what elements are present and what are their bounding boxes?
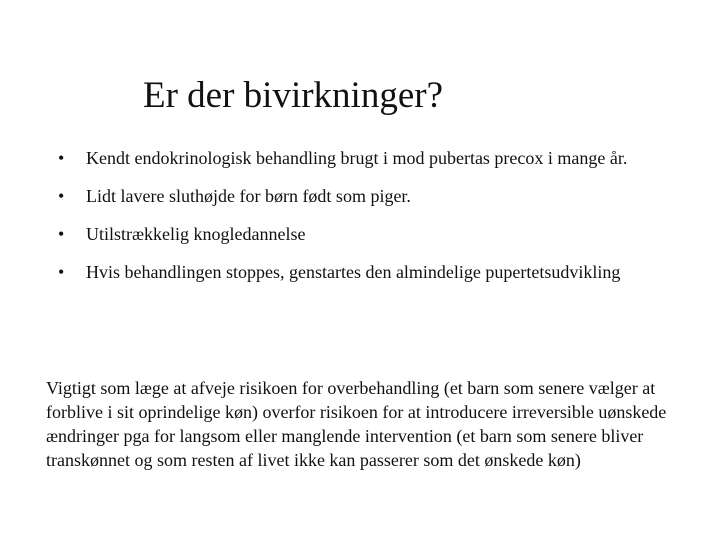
bullet-icon: • <box>58 262 65 282</box>
bullet-text: Hvis behandlingen stoppes, genstartes den almindelige pupertetsudvikling <box>86 262 621 282</box>
bullet-text: Lidt lavere sluthøjde for børn født som piger. <box>86 186 411 206</box>
bullet-icon: • <box>58 186 65 206</box>
slide-title: Er der bivirkninger? <box>143 75 443 116</box>
bullet-text: Kendt endokrinologisk behandling brugt i mod pubertas precox i mange år. <box>86 148 628 168</box>
bullet-item <box>58 222 698 246</box>
conclusion-paragraph: Vigtigt som læge at afveje risikoen for overbehandling (et barn som senere vælger at forblive i sit oprindelige køn) overfor risikoen for at introducere irreversible uønskede ændringer pga for langsom eller manglende intervention (et barn som senere bliver transkønnet og som resten af livet ikke kan passerer som det ønskede køn) <box>46 378 667 470</box>
bullet-item <box>58 146 698 170</box>
bullet-icon: • <box>58 224 65 244</box>
bullet-list <box>58 146 698 298</box>
bullet-item <box>58 184 698 208</box>
bullet-icon: • <box>58 148 65 168</box>
bullet-item <box>58 260 698 284</box>
bullet-text: Utilstrækkelig knogledannelse <box>86 224 306 244</box>
